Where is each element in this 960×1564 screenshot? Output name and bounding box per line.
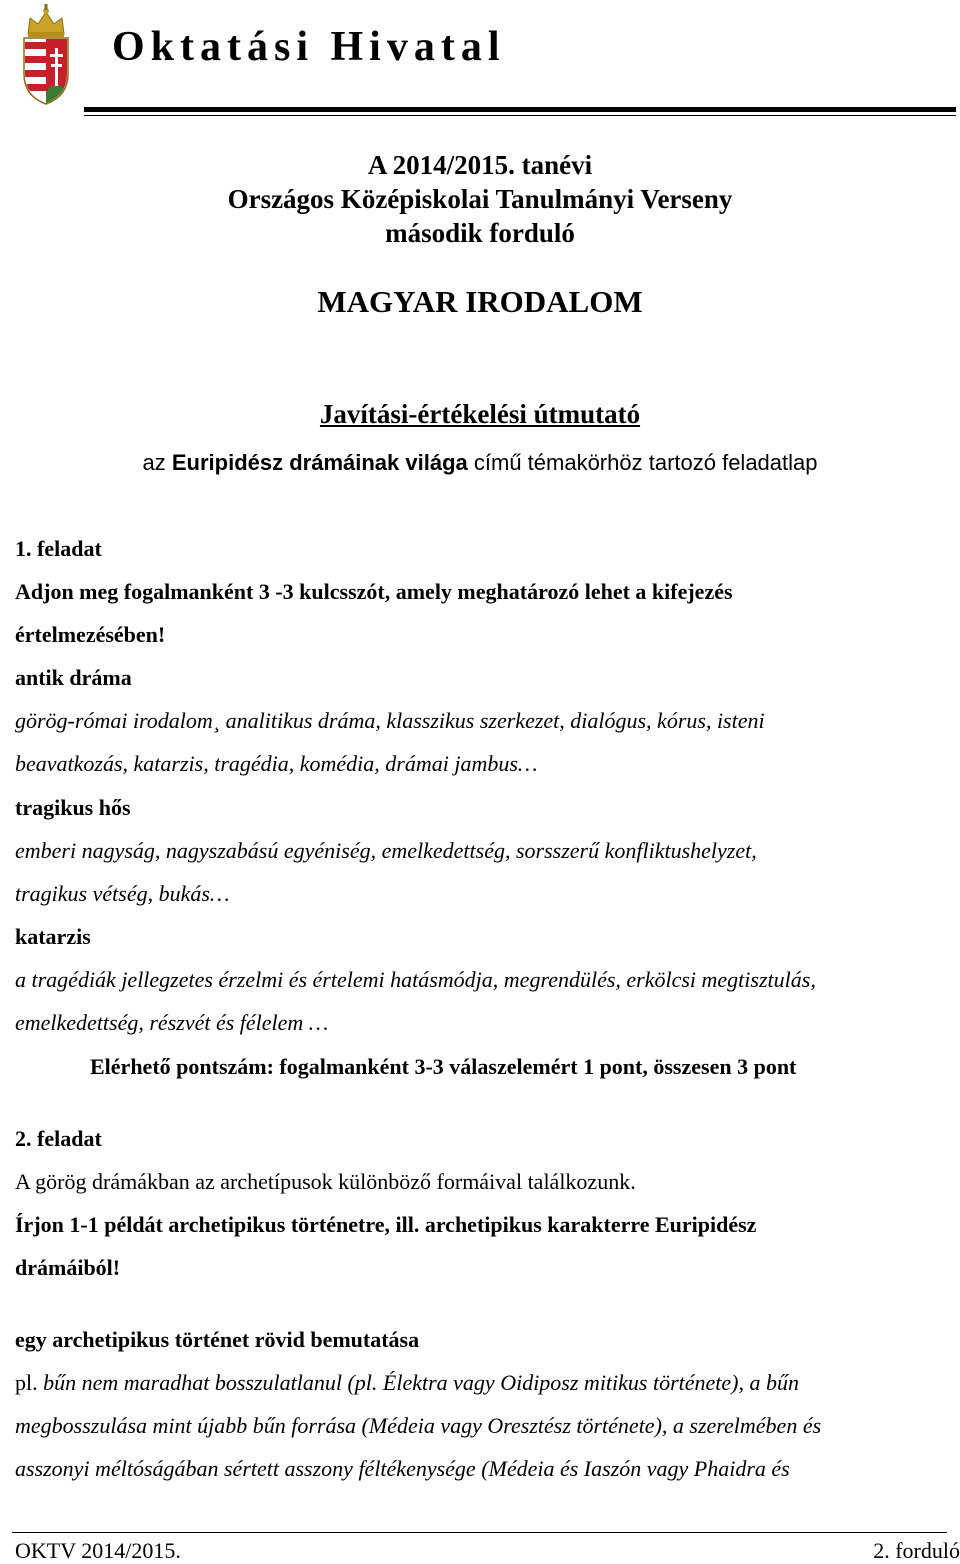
- task2-intro: A görög drámákban az archetípusok különböző formáival találkozunk.: [15, 1169, 636, 1194]
- footer-right: 2. forduló: [873, 1538, 960, 1563]
- term-antik-drama-desc-line-1: görög-római irodalom¸ analitikus dráma, klasszikus szerkezet, dialógus, kórus, isteni: [15, 708, 765, 733]
- example-prefix: pl.: [15, 1370, 44, 1395]
- term-tragikus-hos-desc-line-1: emberi nagyság, nagyszabású egyéniség, emelkedettség, sorsszerű konfliktushelyzet,: [15, 838, 757, 863]
- title-line-3: második forduló: [385, 218, 575, 248]
- organization-name: Oktatási Hivatal: [112, 24, 506, 70]
- hungarian-coat-of-arms-icon: [20, 4, 72, 106]
- guide-title: Javítási-értékelési útmutató: [319, 399, 641, 429]
- header-rule-thick: [84, 107, 956, 112]
- example-text-1: bűn nem maradhat bosszulatlanul (pl. Élektra vagy Oidiposz mitikus története), a bűn: [43, 1370, 799, 1395]
- task1-instruction-line-1: Adjon meg fogalmanként 3 -3 kulcsszót, amely meghatározó lehet a kifejezés: [15, 579, 733, 604]
- footer-rule: [12, 1532, 947, 1533]
- subject-title: MAGYAR IRODALOM: [317, 284, 643, 319]
- topic-name: Euripidész drámáinak világa: [171, 450, 468, 475]
- task2-example-line-2: megbosszulása mint újabb bűn forrása (Médeia vagy Oresztész története), a szerelmében és: [15, 1413, 822, 1438]
- term-tragikus-hos-desc-line-2: tragikus vétség, bukás…: [15, 881, 230, 906]
- task2-instruction-line-2: drámáiból!: [15, 1255, 121, 1280]
- task1-heading: 1. feladat: [15, 536, 102, 561]
- topic-line: [0, 450, 960, 476]
- topic-prefix: az: [142, 450, 172, 475]
- task1-points: Elérhető pontszám: fogalmanként 3-3 válaszelemért 1 pont, összesen 3 pont: [90, 1054, 797, 1079]
- task2-example-line-1: [15, 1372, 799, 1394]
- header-rule-thin: [84, 115, 956, 116]
- term-antik-drama-desc-line-2: beavatkozás, katarzis, tragédia, komédia, drámai jambus…: [15, 751, 538, 776]
- term-katarzis-desc-line-2: emelkedettség, részvét és félelem …: [15, 1010, 329, 1035]
- topic-suffix: című témakörhöz tartozó feladatlap: [467, 450, 818, 475]
- term-katarzis: katarzis: [15, 924, 91, 949]
- footer-left: OKTV 2014/2015.: [15, 1538, 181, 1563]
- task2-example-line-3: asszonyi méltóságában sértett asszony féltékenysége (Médeia és Iaszón vagy Phaidra és: [15, 1456, 790, 1481]
- task2-heading: 2. feladat: [15, 1126, 102, 1151]
- task1-instruction-line-2: értelmezésében!: [15, 622, 166, 647]
- term-katarzis-desc-line-1: a tragédiák jellegzetes érzelmi és értelemi hatásmódja, megrendülés, erkölcsi megtisztulás,: [15, 967, 816, 992]
- title-line-2: Országos Középiskolai Tanulmányi Verseny: [227, 184, 733, 214]
- task2-instruction-line-1: Írjon 1-1 példát archetipikus történetre, ill. archetipikus karakterre Euripidész: [15, 1212, 757, 1237]
- title-line-1: A 2014/2015. tanévi: [367, 150, 593, 180]
- task2-sub-heading: egy archetipikus történet rövid bemutatása: [15, 1327, 420, 1352]
- term-antik-drama: antik dráma: [15, 665, 132, 690]
- term-tragikus-hos: tragikus hős: [15, 795, 131, 820]
